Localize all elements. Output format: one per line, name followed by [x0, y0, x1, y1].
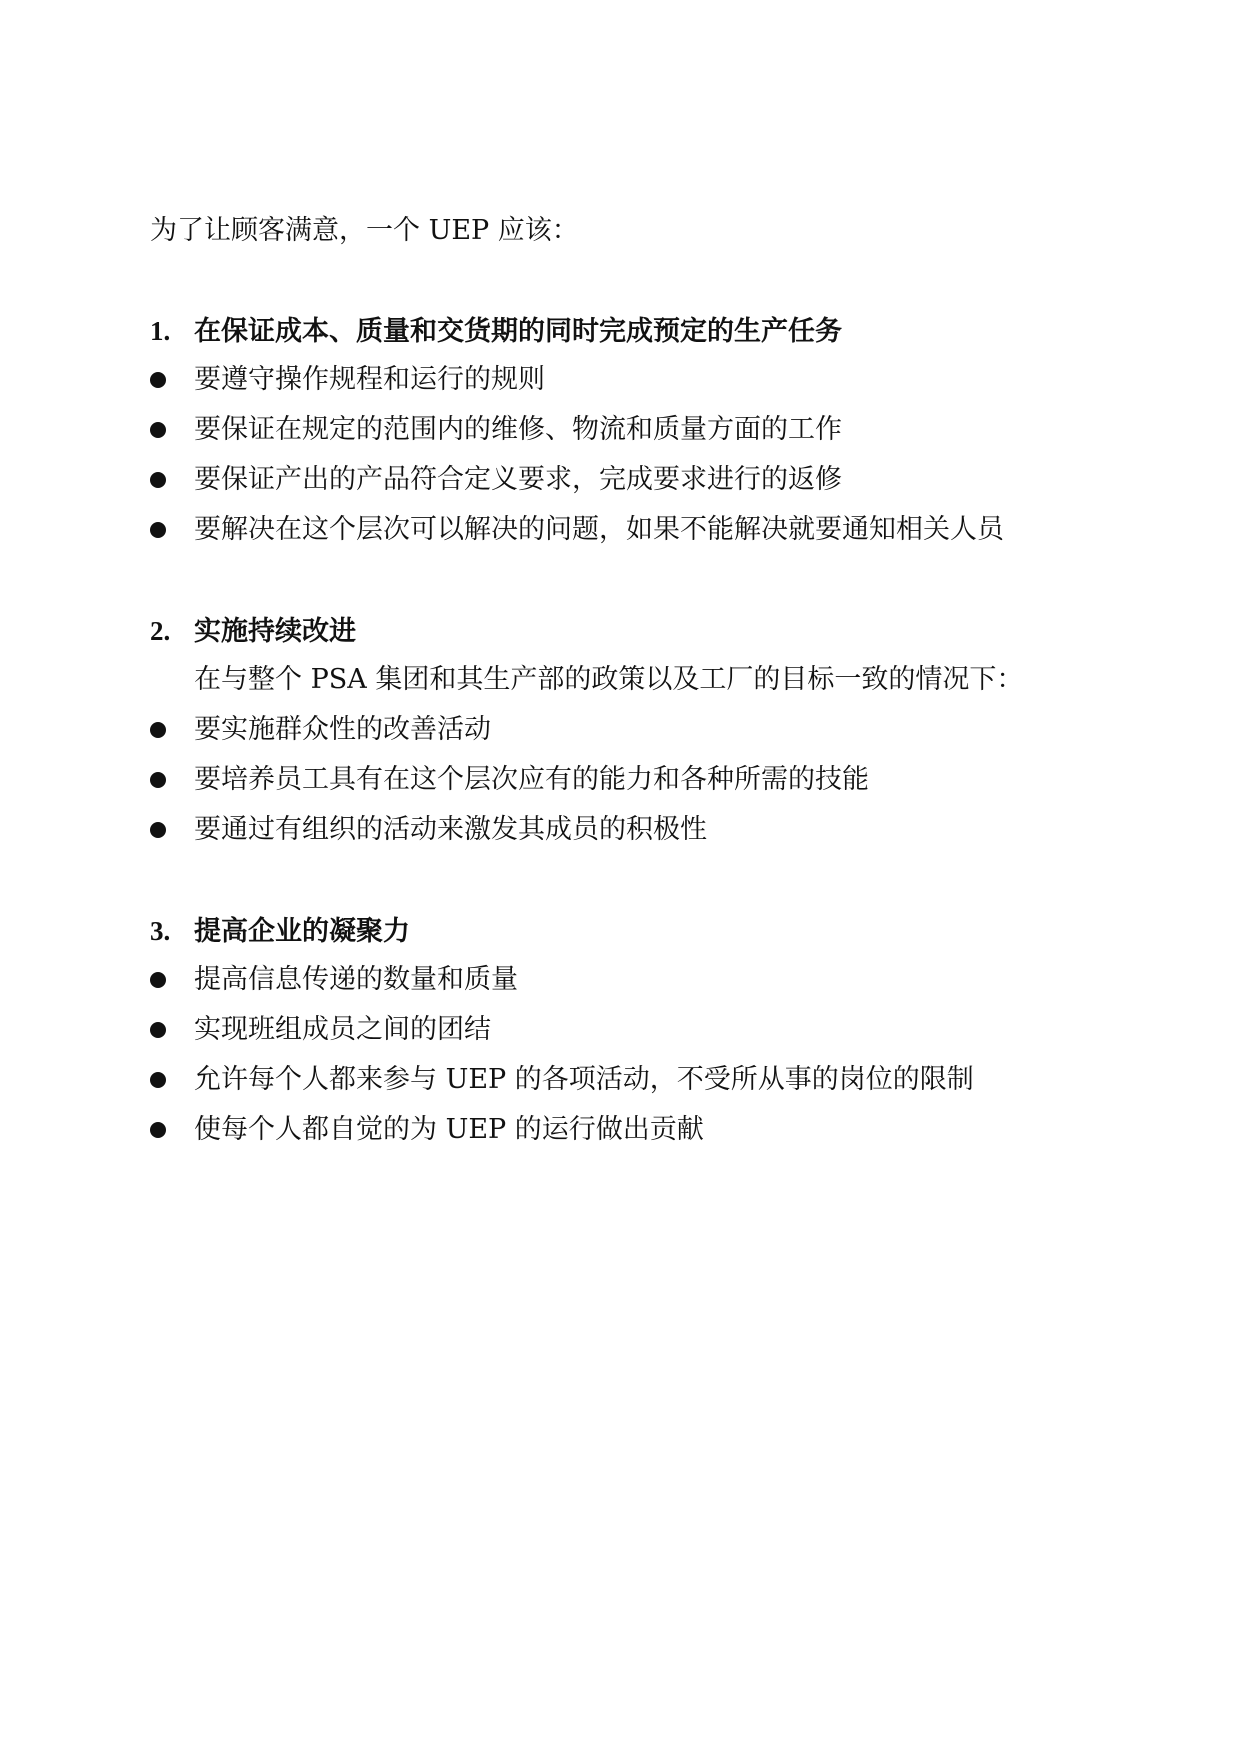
section-1-heading — [150, 313, 842, 350]
bullet-icon — [150, 1022, 166, 1038]
bullet-icon — [150, 1072, 166, 1088]
bullet-icon — [150, 422, 166, 438]
section-2-number: 2. — [150, 616, 171, 646]
bullet-icon — [150, 522, 166, 538]
section-2-item-3: 要通过有组织的活动来激发其成员的积极性 — [194, 814, 707, 845]
section-2-note: 在与整个 PSA 集团和其生产部的政策以及工厂的目标一致的情况下： — [194, 664, 1024, 695]
section-1-item-1: 要遵守操作规程和运行的规则 — [194, 364, 545, 395]
section-1-number: 1. — [150, 316, 171, 346]
section-2-title: 实施持续改进 — [194, 616, 356, 647]
section-2-item-1: 要实施群众性的改善活动 — [194, 714, 491, 745]
bullet-icon — [150, 722, 166, 738]
section-1-item-2: 要保证在规定的范围内的维修、物流和质量方面的工作 — [194, 414, 842, 445]
section-3-number: 3. — [150, 916, 171, 946]
section-3-item-1: 提高信息传递的数量和质量 — [194, 964, 518, 995]
section-2-heading — [150, 613, 356, 650]
section-3-title: 提高企业的凝聚力 — [194, 916, 410, 947]
section-1-item-4: 要解决在这个层次可以解决的问题，如果不能解决就要通知相关人员 — [194, 514, 1004, 545]
section-1-title: 在保证成本、质量和交货期的同时完成预定的生产任务 — [194, 316, 842, 347]
bullet-icon — [150, 972, 166, 988]
bullet-icon — [150, 1122, 166, 1138]
section-2-item-2: 要培养员工具有在这个层次应有的能力和各种所需的技能 — [194, 764, 869, 795]
section-3-heading — [150, 913, 410, 950]
section-1-item-3: 要保证产出的产品符合定义要求，完成要求进行的返修 — [194, 464, 842, 495]
bullet-icon — [150, 372, 166, 388]
bullet-icon — [150, 772, 166, 788]
bullet-icon — [150, 472, 166, 488]
section-3-item-3: 允许每个人都来参与 UEP 的各项活动，不受所从事的岗位的限制 — [194, 1064, 974, 1095]
section-3-item-4: 使每个人都自觉的为 UEP 的运行做出贡献 — [194, 1114, 704, 1145]
section-3-item-2: 实现班组成员之间的团结 — [194, 1014, 491, 1045]
bullet-icon — [150, 822, 166, 838]
intro-text: 为了让顾客满意，一个 UEP 应该： — [150, 215, 579, 246]
